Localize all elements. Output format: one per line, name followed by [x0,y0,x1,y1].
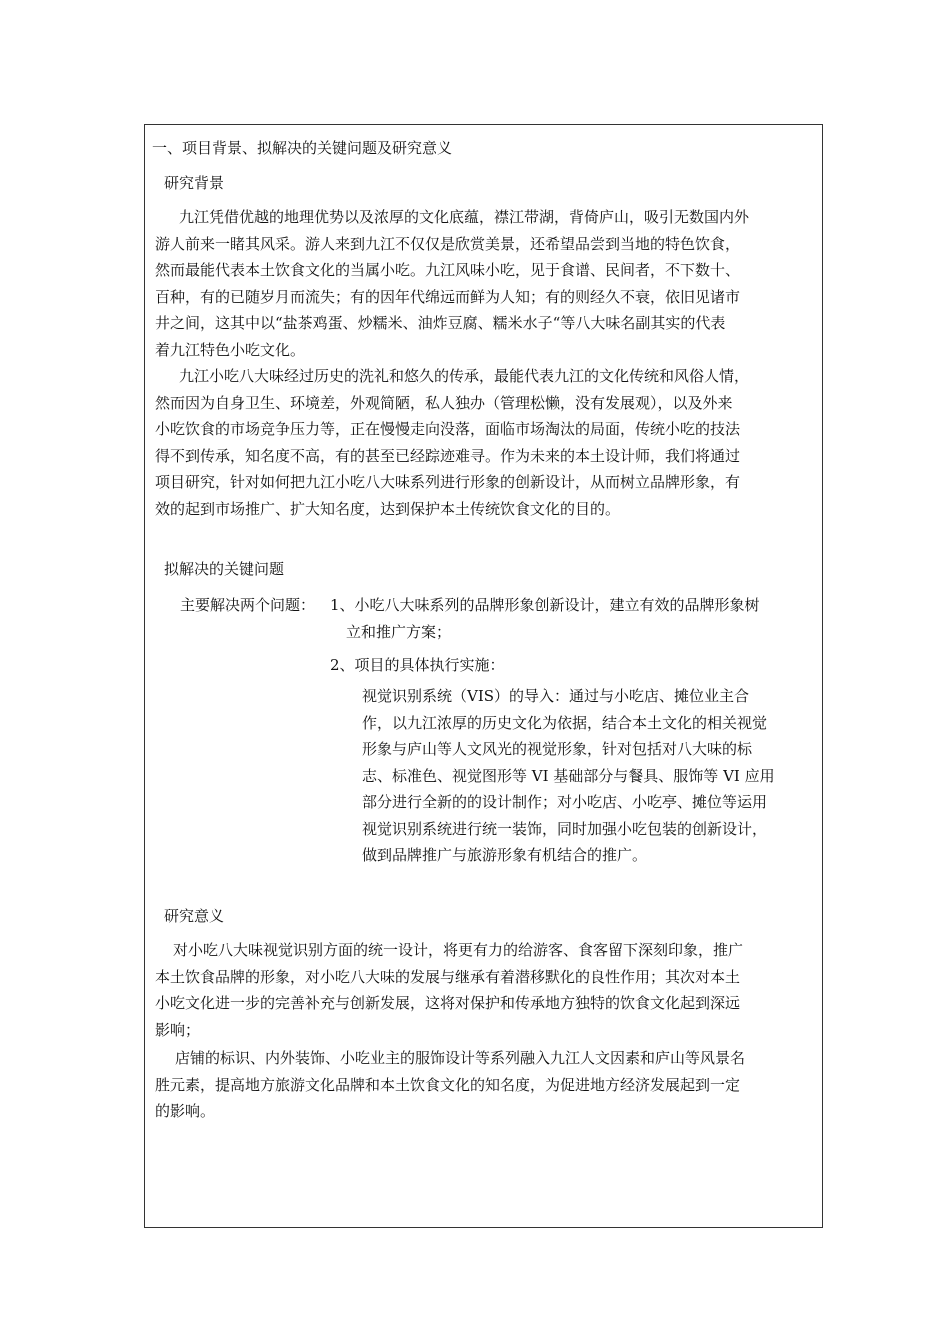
heading-background: 研究背景 [164,174,225,192]
text-line: 得不到传承，知名度不高，有的甚至已经踪迹难寻。作为未来的本土设计师，我们将通过 [155,446,741,465]
text-line: 着九江特色小吃文化。 [155,340,306,359]
text-line: 做到品牌推广与旅游形象有机结合的推广。 [362,846,648,864]
text-line: 本土饮食品牌的形象，对小吃八大味的发展与继承有着潜移默化的良性作用；其次对本土 [155,967,741,986]
text-line: 井之间，这其中以“盐茶鸡蛋、炒糯米、油炸豆腐、糯米水子“等八大味名副其实的代表 [155,314,726,332]
text-line: 作，以九江浓厚的历史文化为依据，结合本土文化的相关视觉 [362,713,768,732]
text-line: 影响； [155,1020,201,1039]
background-paragraph-1 [155,204,749,363]
text-line: 的影响。 [155,1102,216,1120]
text-line: 对小吃八大味视觉识别方面的统一设计，将更有力的给游客、食客留下深刻印象，推广 [173,941,744,959]
text-line: 视觉识别系统进行统一装饰，同时加强小吃包装的创新设计， [362,819,768,838]
heading-key-problems: 拟解决的关键问题 [164,560,285,578]
text-line: 志、标准色、视觉图形等 VI 基础部分与餐具、服饰等 VI 应用 [362,766,775,785]
text-line: 效的起到市场推广、扩大知名度，达到保护本土传统饮食文化的目的。 [155,499,621,518]
section-title: 一、项目背景、拟解决的关键问题及研究意义 [152,139,453,157]
significance-paragraph-2 [155,1045,745,1125]
text-line: 店铺的标识、内外装饰、小吃业主的服饰设计等系列融入九江人文因素和庐山等风景名 [175,1049,746,1067]
key-problems-intro: 主要解决两个问题： [180,596,316,614]
text-line: 形象与庐山等人文风光的视觉形象，针对包括对八大味的标 [362,740,753,758]
text-line: 小吃文化进一步的完善补充与创新发展，这将对保护和传承地方独特的饮食文化起到深远 [155,994,741,1012]
text-line: 视觉识别系统（VIS）的导入：通过与小吃店、摊位业主合 [362,687,750,705]
text-line: 立和推广方案； [346,622,452,641]
problem-item-2: 2、项目的具体执行实施： [330,656,505,674]
text-line: 游人前来一睹其风采。游人来到九江不仅仅是欣赏美景，还希望品尝到当地的特色饮食， [155,234,741,253]
text-line: 然而因为自身卫生、环境差，外观简陋，私人独办（管理松懒，没有发展观），以及外来 [155,393,733,412]
text-line: 项目研究，针对如何把九江小吃八大味系列进行形象的创新设计，从而树立品牌形象，有 [155,473,741,491]
problem-item-1 [330,592,760,645]
text-line: 胜元素，提高地方旅游文化品牌和本土饮食文化的知名度，为促进地方经济发展起到一定 [155,1075,741,1094]
text-line: 1、小吃八大味系列的品牌形象创新设计，建立有效的品牌形象树 [330,596,760,614]
text-line: 然而最能代表本土饮食文化的当属小吃。九江风味小吃，见于食谱、民间者，不下数十、 [155,261,741,279]
text-line: 小吃饮食的市场竞争压力等，正在慢慢走向没落，面临市场淘汰的局面，传统小吃的技法 [155,420,741,438]
text-line: 九江小吃八大味经过历史的洗礼和悠久的传承，最能代表九江的文化传统和风俗人情， [179,367,750,385]
text-line: 部分进行全新的的设计制作；对小吃店、小吃亭、摊位等运用 [362,793,768,811]
text-line: 九江凭借优越的地理优势以及浓厚的文化底蕴，襟江带湖，背倚庐山，吸引无数国内外 [179,208,750,226]
significance-paragraph-1 [155,937,743,1043]
heading-significance: 研究意义 [164,907,225,925]
text-line: 百种，有的已随岁月而流失；有的因年代绵远而鲜为人知；有的则经久不衰，依旧见诸市 [155,287,741,306]
vis-paragraph [362,683,775,869]
background-paragraph-2 [155,363,749,522]
